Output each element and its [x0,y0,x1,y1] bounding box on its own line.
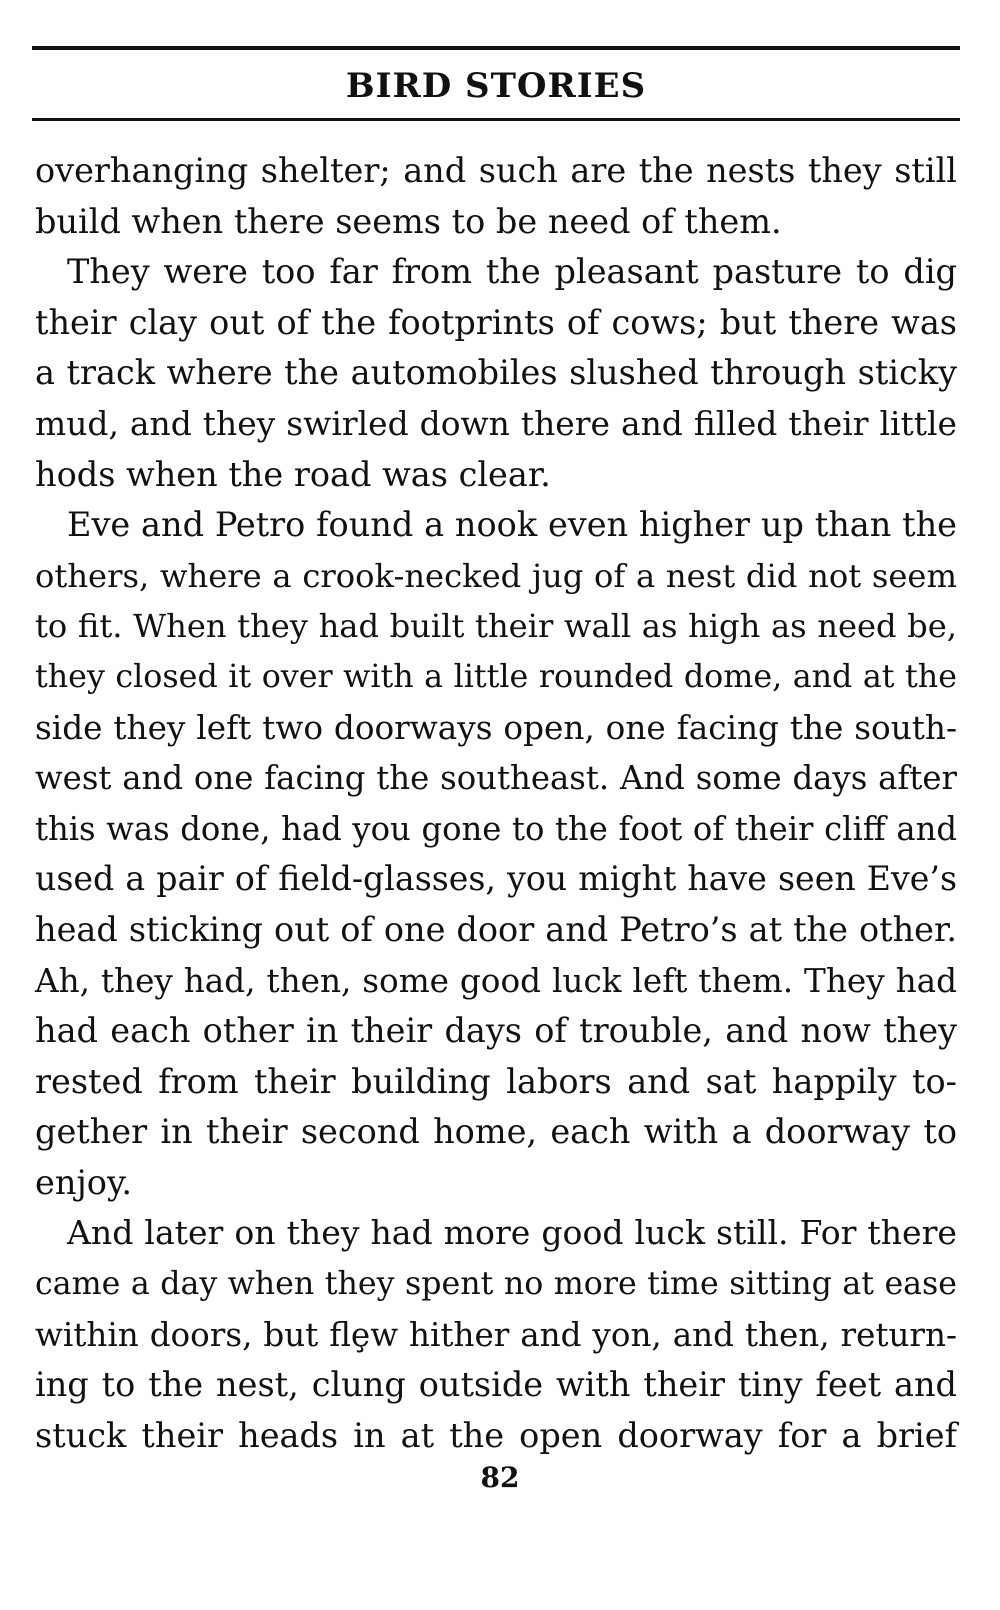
text-line: within doors, but flȩw hither and yon, and then, return- [35,1315,957,1354]
text-line: ing to the nest, clung outside with their tiny feet and [35,1365,957,1405]
text-line: build when there seems to be need of them. [35,201,782,241]
header-bottom-rule [32,118,960,121]
text-line: overhanging shelter; and such are the nests they still [35,151,957,190]
text-line: they closed it over with a little rounded dome, and at the [35,658,957,695]
text-line: And later on they had more good luck still. For there [67,1213,957,1253]
text-line: their clay out of the footprints of cows; but there was [35,302,957,342]
page-number: 82 [480,1461,520,1494]
text-line: others, where a crook-necked jug of a nest did not seem [35,556,957,595]
text-line: stuck their heads in at the open doorway for a brief [35,1415,957,1455]
body-text [35,146,957,1461]
text-line: Eve and Petro found a nook even higher up than the [67,505,957,545]
text-line: a track where the automobiles slushed through sticky [35,353,957,393]
text-line: to fit. When they had built their wall as high as need be, [35,607,957,646]
text-line: side they left two doorways open, one facing the south- [35,708,957,747]
header-top-rule [32,46,960,50]
text-line: came a day when they spent no more time sitting at ease [35,1266,957,1303]
running-head: BIRD STORIES [345,66,647,106]
text-line: hods when the road was clear. [35,454,551,494]
text-line: used a pair of field-glasses, you might have seen Eve’s [35,859,957,899]
text-line: Ah, they had, then, some good luck left them. They had [35,961,957,1000]
text-line: west and one facing the southeast. And some days after [35,759,957,798]
text-line: rested from their building labors and sat happily to- [35,1061,957,1101]
text-line: enjoy. [35,1162,133,1202]
text-line: head sticking out of one door and Petro’s at the other. [35,909,957,949]
text-line: They were too far from the pleasant pasture to dig [67,252,957,292]
text-line: this was done, had you gone to the foot of their cliff and [35,809,957,848]
text-line: had each other in their days of trouble, and now they [35,1011,957,1051]
text-line: gether in their second home, each with a doorway to [35,1112,957,1152]
text-line: mud, and they swirled down there and filled their little [35,403,957,443]
